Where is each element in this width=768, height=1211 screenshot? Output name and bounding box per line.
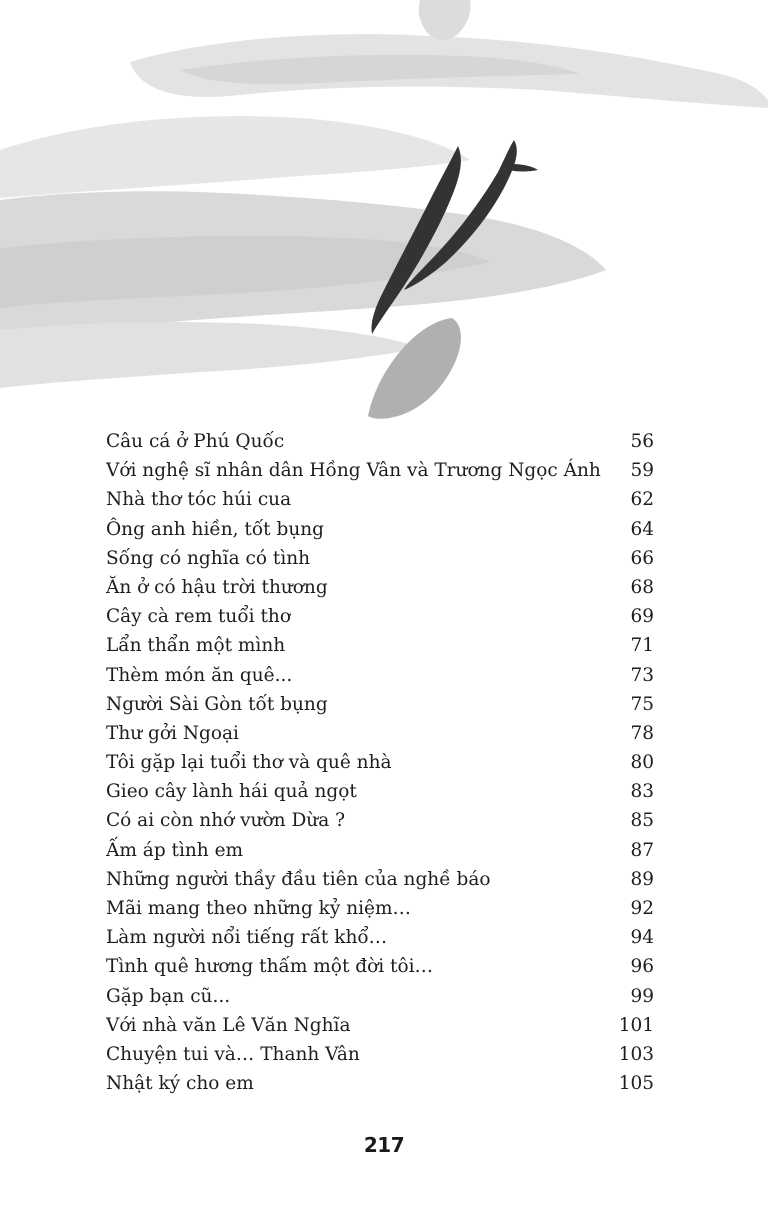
toc-entry[interactable] [106,485,654,514]
toc-entry-page: 87 [630,839,654,861]
toc-entry[interactable] [106,1069,654,1098]
toc-entry-title: Những người thầy đầu tiên của nghề báo [106,868,491,890]
toc-entry-title: Người Sài Gòn tốt bụng [106,693,328,715]
toc-entry-page: 69 [630,606,654,628]
toc-entry-title: Với nhà văn Lê Văn Nghĩa [106,1014,351,1036]
toc-entry-page: 59 [630,460,654,482]
toc-entry-page: 68 [630,576,654,598]
toc-entry[interactable] [106,894,654,923]
toc-entry[interactable] [106,1011,654,1040]
toc-entry-title: Tình quê hương thấm một đời tôi… [106,956,434,978]
toc-entry[interactable] [106,631,654,660]
toc-entry-title: Ấm áp tình em [106,839,244,861]
toc-entry[interactable] [106,836,654,865]
toc-entry[interactable] [106,806,654,835]
toc-entry[interactable] [106,1040,654,1069]
toc-entry-page: 83 [630,781,654,803]
toc-entry-page: 56 [630,431,654,452]
toc-entry-title: Nhà thơ tóc húi cua [106,489,292,511]
toc-entry-page: 96 [630,956,654,978]
toc-entry-page: 85 [630,810,654,832]
page-number: 217 [363,1133,405,1157]
toc-entry-title: Nhật ký cho em [106,1073,254,1095]
toc-entry-title: Thư gởi Ngoại [106,722,239,744]
toc-entry-page: 94 [630,927,654,949]
toc-entry-page: 73 [630,664,654,686]
toc-entry-page: 71 [630,635,654,657]
toc-entry-page: 101 [618,1014,654,1036]
toc-entry[interactable] [106,661,654,690]
toc-entry[interactable] [106,952,654,981]
toc-entry[interactable] [106,573,654,602]
toc-entry-title: Làm người nổi tiếng rất khổ… [106,927,388,949]
toc-entry[interactable] [106,515,654,544]
toc-entry-title: Gieo cây lành hái quả ngọt [106,781,357,803]
toc-entry-page: 105 [618,1073,654,1095]
ink-brush-illustration-icon [0,0,768,430]
toc-entry-page: 89 [630,868,654,890]
toc-entry-page: 66 [630,547,654,569]
toc-entry[interactable] [106,923,654,952]
toc-entry-title: Lẩn thẩn một mình [106,635,286,657]
toc-entry[interactable] [106,865,654,894]
toc-entry-title: Câu cá ở Phú Quốc [106,431,285,452]
toc-entry[interactable] [106,544,654,573]
toc-entry-title: Sống có nghĩa có tình [106,547,311,569]
toc-entry[interactable] [106,427,654,456]
toc-entry-title: Ông anh hiền, tốt bụng [106,518,325,540]
toc-entry[interactable] [106,982,654,1011]
toc-entry-page: 99 [630,985,654,1007]
toc-entry-title: Cây cà rem tuổi thơ [106,606,291,628]
toc-entry-title: Chuyện tui và… Thanh Vân [106,1043,360,1065]
toc-entry-title: Ăn ở có hậu trời thương [106,576,328,598]
toc-entry[interactable] [106,748,654,777]
toc-entry-title: Mãi mang theo những kỷ niệm… [106,898,412,919]
toc-entry-page: 64 [630,518,654,540]
toc-entry-page: 78 [630,722,654,744]
toc-entry-title: Tôi gặp lại tuổi thơ và quê nhà [106,752,392,774]
toc-entry[interactable] [106,719,654,748]
toc-entry-page: 75 [630,693,654,715]
toc-entry-title: Gặp bạn cũ... [106,985,231,1007]
toc-entry[interactable] [106,456,654,485]
toc-entry-title: Với nghệ sĩ nhân dân Hồng Vân và Trương Ngọc Ánh [106,460,601,482]
toc-entry[interactable] [106,602,654,631]
table-of-contents [106,427,654,1098]
toc-entry-page: 80 [630,752,654,774]
toc-entry-page: 62 [630,489,654,511]
toc-entry-page: 103 [618,1043,654,1065]
toc-entry[interactable] [106,777,654,806]
toc-entry-title: Có ai còn nhớ vườn Dừa ? [106,810,346,832]
toc-entry-title: Thèm món ăn quê... [106,664,293,686]
toc-entry-page: 92 [630,898,654,919]
toc-entry[interactable] [106,690,654,719]
